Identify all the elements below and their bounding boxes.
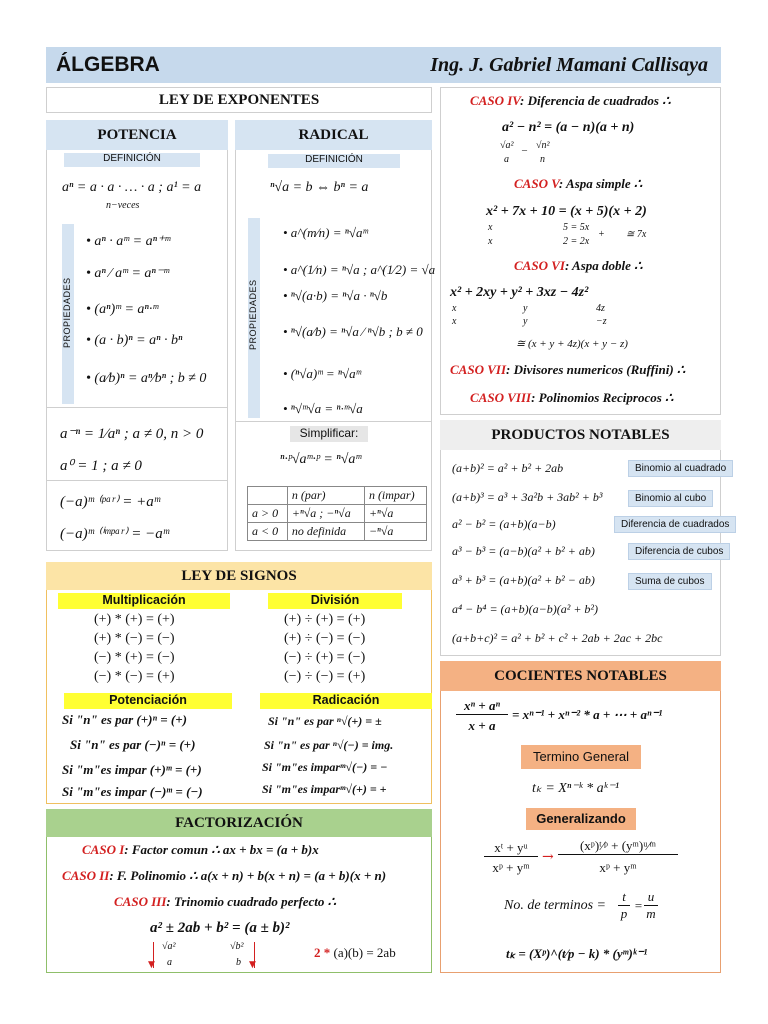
table-cell: no definida <box>287 523 364 541</box>
caso6-c3a: 4z <box>596 303 605 314</box>
mult-2ab-text: (a)(b) = 2ab <box>333 945 396 960</box>
rad-row-4: Si "m"es imparᵐ√(+) = + <box>262 782 387 796</box>
caso5-formula: x² + 7x + 10 = (x + 5)(x + 2) <box>486 204 647 219</box>
caso8 <box>470 390 673 406</box>
caso6-label: CASO VI <box>514 258 565 273</box>
simplificar-label: Simplificar: <box>290 426 368 442</box>
div-row-3: (−) ÷ (+) = (−) <box>284 650 366 665</box>
pot-row-3: Si "m"es impar (+)ᵐ = (+) <box>62 762 202 777</box>
arrow-b-head-icon: ▼ <box>249 960 256 970</box>
radical-prop-2: • a^(1⁄n) = ⁿ√a ; a^(1⁄2) = √a <box>283 262 436 277</box>
table-header: n (impar) <box>364 487 426 505</box>
author-name: Ing. J. Gabriel Mamani Callisaya <box>430 54 708 76</box>
caso4-formula: a² − n² = (a − n)(a + n) <box>502 120 635 135</box>
caso6 <box>514 258 642 274</box>
caso5-l1: x <box>488 222 493 233</box>
caso6-c2b: y <box>523 316 528 327</box>
table-cell: +ⁿ√a ; −ⁿ√a <box>287 505 364 523</box>
exponentes-title: LEY DE EXPONENTES <box>158 92 320 108</box>
label-b: b <box>236 957 241 968</box>
div-row-1: (+) ÷ (+) = (+) <box>284 612 366 627</box>
caso1 <box>82 842 319 858</box>
caso5-text: : Aspa simple ∴ <box>558 176 643 191</box>
caso1-label: CASO I <box>82 842 125 857</box>
caso6-c1a: x <box>452 303 457 314</box>
gen-num: xᵗ + yᵘ <box>484 840 538 857</box>
productos-panel <box>440 420 721 656</box>
caso6-c3b: −z <box>596 316 607 327</box>
rad-row-1: Si "n" es par ⁿ√(+) = ± <box>268 714 382 728</box>
radical-prop-label: PROPIEDADES <box>248 279 258 350</box>
table-header <box>248 487 288 505</box>
cocientes-title: COCIENTES NOTABLES <box>494 668 667 684</box>
simplificar-formula: ⁿ·ᵖ√aᵐ·ᵖ = ⁿ√aᵐ <box>280 452 362 467</box>
rad-row-2: Si "n" es par ⁿ√(−) = img. <box>264 738 394 752</box>
table-header: n (par) <box>287 487 364 505</box>
caso4 <box>470 93 671 109</box>
producto-7: (a+b+c)² = a² + b² + c² + 2ab + 2ac + 2bc <box>452 631 663 645</box>
nterm-p: p <box>620 906 628 921</box>
caso6-text: : Aspa doble ∴ <box>564 258 643 273</box>
table-row <box>248 523 427 541</box>
page-title: ÁLGEBRA <box>56 53 160 76</box>
caso8-label: CASO VIII <box>470 390 532 405</box>
caso4-sub4: n <box>540 154 545 165</box>
caso4-label: CASO IV <box>470 93 520 108</box>
arrow-a-head-icon: ▼ <box>148 960 155 970</box>
potencia-prop-label: PROPIEDADES <box>62 277 72 348</box>
sqrt-b: √b² <box>230 941 244 952</box>
gen-den: xᵖ + yᵐ <box>492 860 530 875</box>
caso2-label: CASO II <box>62 868 110 883</box>
div-title: División <box>268 593 402 609</box>
potencia-prop-4: • (a · b)ⁿ = aⁿ · bⁿ <box>86 333 183 348</box>
producto-3-tag: Diferencia de cuadrados <box>614 516 736 533</box>
nterm-m: m <box>646 906 656 921</box>
radical-prop-5: • (ⁿ√a)ᵐ = ⁿ√aᵐ <box>283 366 362 381</box>
pot-row-2: Si "n" es par (−)ⁿ = (+) <box>70 737 196 752</box>
productos-title: PRODUCTOS NOTABLES <box>491 427 670 443</box>
radical-sign-table <box>247 486 427 541</box>
potencia-neg: a⁻ⁿ = 1⁄aⁿ ; a ≠ 0, n > 0 <box>60 426 204 442</box>
producto-1-tag: Binomio al cuadrado <box>628 460 733 477</box>
radical-prop-4: • ⁿ√(a⁄b) = ⁿ√a ⁄ ⁿ√b ; b ≠ 0 <box>283 324 423 339</box>
div-row-2: (+) ÷ (−) = (−) <box>284 631 366 646</box>
caso5-r1: 5 = 5x <box>563 222 590 233</box>
gen-num2: (xᵖ)ᵗ⁄ᵖ + (yᵐ)ᵘ⁄ᵐ <box>558 838 678 855</box>
potencia-definicion-label: DEFINICIÓN <box>64 153 200 167</box>
divider <box>46 480 228 481</box>
potencia-impar: (−a)ᵐ ⁽ⁱᵐᵖᵃʳ⁾ = −aᵐ <box>60 526 169 542</box>
potencia-prop-2: • aⁿ ⁄ aᵐ = aⁿ⁻ᵐ <box>86 266 170 281</box>
table-cell: a > 0 <box>248 505 288 523</box>
producto-3: a² − b² = (a+b)(a−b) <box>452 517 556 531</box>
caso6-c2a: y <box>523 303 528 314</box>
radical-def-formula: ⁿ√a = b ⇔ bⁿ = a <box>270 180 369 195</box>
termino-general-formula: tₖ = Xⁿ⁻ᵏ * aᵏ⁻¹ <box>532 781 620 796</box>
gen-arrow-icon: → <box>542 849 554 865</box>
caso4-sub1: √a² <box>500 140 514 151</box>
nterm-t: t <box>618 889 630 906</box>
table-cell: −ⁿ√a <box>364 523 426 541</box>
caso3 <box>114 894 336 910</box>
caso4-text: : Diferencia de cuadrados ∴ <box>519 93 671 108</box>
table-cell: a < 0 <box>248 523 288 541</box>
producto-4-tag: Diferencia de cubos <box>628 543 730 560</box>
caso4-sub2: √n² <box>536 140 550 151</box>
sqrt-a: √a² <box>162 941 176 952</box>
caso5-r2: 2 = 2x <box>563 236 590 247</box>
pot-row-1: Si "n" es par (+)ⁿ = (+) <box>62 712 187 727</box>
caso2-text: : F. Polinomio ∴ a(x + n) + b(x + n) = (a + b)(x + n) <box>109 868 387 883</box>
cociente-num: xⁿ + aⁿ <box>456 698 508 715</box>
nterm-u: u <box>644 889 658 906</box>
caso7 <box>450 362 685 378</box>
cociente-den: x + a <box>468 718 496 733</box>
radical-title: RADICAL <box>298 127 369 143</box>
caso5-l2: x <box>488 236 493 247</box>
caso2 <box>62 868 386 884</box>
caso6-c1b: x <box>452 316 457 327</box>
trinomio-formula: a² ± 2ab + b² = (a ± b)² <box>150 920 290 936</box>
table-cell: +ⁿ√a <box>364 505 426 523</box>
producto-2-tag: Binomio al cubo <box>628 490 713 507</box>
generalizando-label: Generalizando <box>526 808 636 830</box>
caso5-res: ≅ 7x <box>626 229 647 240</box>
caso5-plus: + <box>598 229 605 240</box>
potencia-zero: a⁰ = 1 ; a ≠ 0 <box>60 458 142 474</box>
pot-title: Potenciación <box>64 693 232 709</box>
caso4-minus: _ <box>522 141 527 152</box>
mult-row-1: (+) * (+) = (+) <box>94 612 175 627</box>
rad-title: Radicación <box>260 693 432 709</box>
mult-row-3: (−) * (+) = (−) <box>94 650 175 665</box>
mult-row-4: (−) * (−) = (+) <box>94 669 175 684</box>
caso8-text: : Polinomios Reciprocos ∴ <box>531 390 674 405</box>
mult-title: Multiplicación <box>58 593 230 609</box>
producto-2: (a+b)³ = a³ + 3a²b + 3ab² + b³ <box>452 490 603 504</box>
caso7-label: CASO VII <box>450 362 506 377</box>
producto-4: a³ − b³ = (a−b)(a² + b² + ab) <box>452 544 595 558</box>
potencia-prop-5: • (a⁄b)ⁿ = aⁿ⁄bⁿ ; b ≠ 0 <box>86 371 207 386</box>
gen-den2: xᵖ + yᵐ <box>599 860 637 875</box>
producto-5-tag: Suma de cubos <box>628 573 712 590</box>
label-a: a <box>167 957 172 968</box>
radical-prop-6: • ⁿ√ᵐ√a = ⁿ·ᵐ√a <box>283 401 363 416</box>
nterm-label: No. de terminos = <box>504 898 606 913</box>
mult-row-2: (+) * (−) = (−) <box>94 631 175 646</box>
potencia-prop-1: • aⁿ · aᵐ = aⁿ⁺ᵐ <box>86 234 171 249</box>
divider <box>46 407 228 408</box>
radical-definicion-label: DEFINICIÓN <box>268 154 400 168</box>
radical-prop-3: • ⁿ√(a·b) = ⁿ√a · ⁿ√b <box>283 288 388 303</box>
final-formula: tₖ = (Xᵖ)^(t⁄p − k) * (yᵐ)ᵏ⁻¹ <box>506 946 648 961</box>
nterm-eq: = <box>634 898 643 913</box>
termino-general-label: Termino General <box>521 745 641 769</box>
signos-title: LEY DE SIGNOS <box>181 568 297 584</box>
potencia-par: (−a)ᵐ ⁽ᵖᵃʳ⁾ = +aᵐ <box>60 494 161 510</box>
rad-row-3: Si "m"es imparᵐ√(−) = − <box>262 760 388 774</box>
mult-star: 2 * <box>314 945 331 960</box>
mult-2ab <box>314 945 396 961</box>
caso5 <box>514 176 642 192</box>
producto-1: (a+b)² = a² + b² + 2ab <box>452 461 564 475</box>
caso3-label: CASO III <box>114 894 167 909</box>
caso4-sub3: a <box>504 154 509 165</box>
caso6-res: ≅ (x + y + 4z)(x + y − z) <box>516 338 628 350</box>
caso5-label: CASO V <box>514 176 559 191</box>
producto-5: a³ + b³ = (a+b)(a² + b² − ab) <box>452 573 595 587</box>
potencia-def-brace: n−veces <box>106 200 140 211</box>
div-row-4: (−) ÷ (−) = (+) <box>284 669 366 684</box>
cociente-rhs: = xⁿ⁻¹ + xⁿ⁻² * a + ⋯ + aⁿ⁻¹ <box>512 707 663 722</box>
caso7-text: : Divisores numericos (Ruffini) ∴ <box>506 362 686 377</box>
factorizacion-title: FACTORIZACIÓN <box>175 815 303 831</box>
divider <box>235 421 432 422</box>
table-row <box>248 505 427 523</box>
radical-prop-1: • a^(m⁄n) = ⁿ√aᵐ <box>283 225 368 240</box>
caso3-text: : Trinomio cuadrado perfecto ∴ <box>166 894 336 909</box>
producto-6: a⁴ − b⁴ = (a+b)(a−b)(a² + b²) <box>452 602 599 616</box>
potencia-def-formula: aⁿ = a · a · … · a ; a¹ = a <box>62 180 202 195</box>
caso1-text: : Factor comun ∴ ax + bx = (a + b)x <box>124 842 319 857</box>
pot-row-4: Si "m"es impar (−)ᵐ = (−) <box>62 784 203 799</box>
potencia-prop-3: • (aⁿ)ᵐ = aⁿ·ᵐ <box>86 302 159 317</box>
caso6-formula: x² + 2xy + y² + 3xz − 4z² <box>450 285 589 300</box>
potencia-title: POTENCIA <box>97 127 177 143</box>
